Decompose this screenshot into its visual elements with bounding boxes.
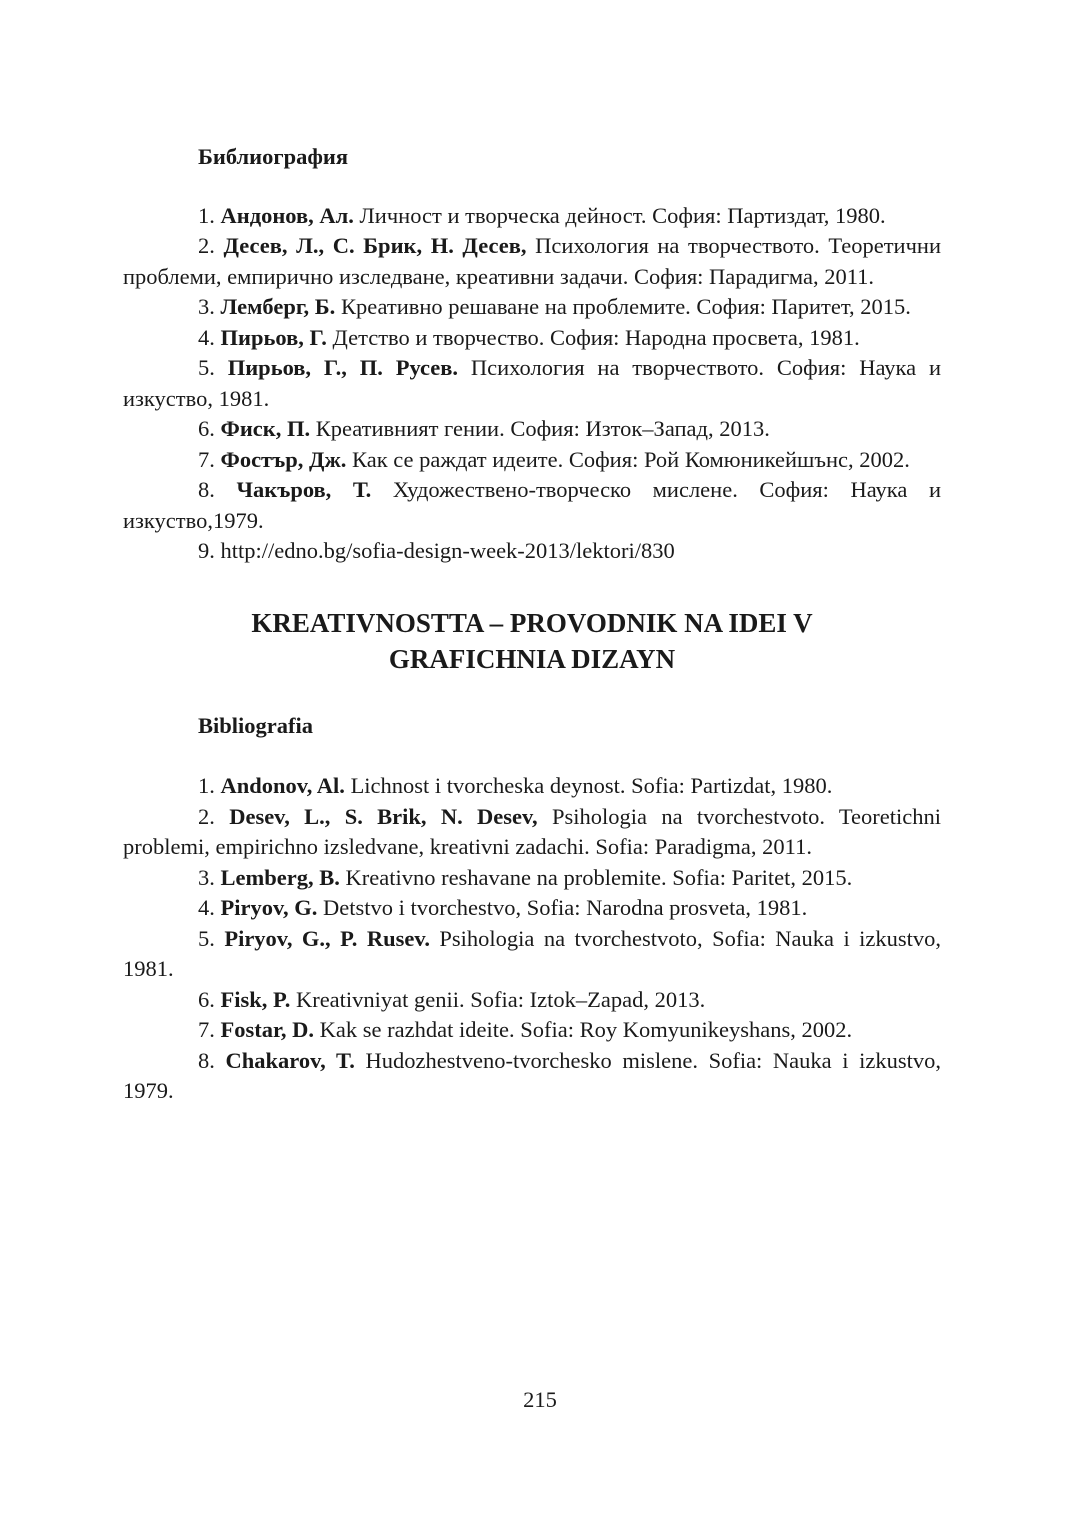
bibliography-list-bg [123,201,941,567]
entry-author: Десев, Л., С. Брик, Н. Десев, [223,233,527,258]
entry-text: Psihologia na tvorchestvoto. Teoretichni problemi, empirichno izsledvane, kreativni zadachi. Sofia: Paradigma, 2011. [123,803,942,859]
entry-number: 4. [198,324,215,350]
bibliography-entry [123,924,941,985]
entry-author: Пирьов, Г. [220,324,327,350]
entry-text: Hudozhestveno-tvorchesko mislene. Sofia: Nauka i izkustvo, 1979. [123,1047,942,1103]
bibliography-entry [123,201,941,232]
entry-text: Личност и творческа дейност. София: Партиздат, 1980. [353,202,886,228]
entry-number: 3. [198,294,215,319]
bibliography-entry [123,445,941,476]
entry-author: Фиск, П. [220,416,311,441]
entry-author: Fisk, P. [220,986,291,1012]
page-number: 215 [523,1387,557,1412]
entry-number: 7. [198,1017,215,1042]
bibliography-entry [123,985,941,1016]
entry-text: Psihologia na tvorchestvoto, Sofia: Nauka i izkustvo, 1981. [123,925,942,981]
entry-number: 6. [198,416,215,441]
bibliography-heading-lat: Bibliografia [198,712,314,738]
entry-text: Detstvo i tvorchestvo, Sofia: Narodna prosveta, 1981. [317,895,808,920]
entry-text: Kak se razhdat ideite. Sofia: Roy Komyunikeyshans, 2002. [314,1017,853,1042]
entry-author: Пирьов, Г., П. Русев. [227,355,459,380]
entry-text: Kreativniyat genii. Sofia: Iztok–Zapad, 2013. [290,986,706,1012]
entry-number: 1. [198,773,215,798]
bibliography-entry [123,292,941,323]
entry-number: 3. [198,864,215,890]
entry-number: 8. [198,477,215,502]
entry-number: 4. [198,895,215,920]
entry-author: Андонов, Ал. [220,202,354,228]
entry-text: Kreativno reshavane na problemite. Sofia: Paritet, 2015. [339,864,853,890]
entry-author: Chakarov, T. [225,1047,355,1073]
entry-text: Психология на творчеството. Теоретични проблеми, емпирично изследване, креативни задачи. София: Парадигма, 2011. [123,233,941,289]
entry-number: 6. [198,986,215,1012]
entry-author: Piryov, G., P. Rusev. [224,925,430,951]
entry-author: Fostar, D. [220,1017,315,1042]
entry-author: Andonov, Al. [220,773,345,798]
entry-author: Lemberg, B. [220,864,340,890]
entry-number: 5. [198,925,215,951]
bibliography-entry [123,802,941,863]
bibliography-entry-url [123,536,941,567]
article-title-line1: KREATIVNOSTTA – PROVODNIK NA IDEI V [251,607,813,638]
entry-text: Lichnost i tvorcheska deynost. Sofia: Partizdat, 1980. [344,773,833,798]
entry-number: 9. [198,538,215,563]
entry-number: 2. [198,233,215,258]
entry-number: 1. [198,202,215,228]
bibliography-entry [123,863,941,894]
entry-text: Психология на творчеството. София: Наука и изкуство, 1981. [123,355,941,411]
bibliography-entry [123,893,941,924]
entry-text: Креативно решаване на проблемите. София: Паритет, 2015. [335,294,911,319]
bibliography-list-lat [123,771,941,1107]
bibliography-entry [123,323,941,354]
entry-number: 5. [198,355,215,380]
entry-text: Художествено-творческо мислене. София: Наука и изкуство,1979. [123,477,942,533]
entry-author: Desev, L., S. Brik, N. Desev, [229,803,538,829]
entry-author: Чакъров, Т. [236,477,372,502]
entry-number: 8. [198,1047,215,1073]
bibliography-entry [123,771,941,802]
entry-number: 2. [198,803,215,829]
entry-author: Piryov, G. [220,895,318,920]
entry-author: Лемберг, Б. [220,294,336,319]
bibliography-entry [123,1046,941,1107]
bibliography-entry [123,414,941,445]
document-page [123,140,941,1107]
article-title-line2: GRAFICHNIA DIZAYN [388,643,676,674]
bibliography-entry [123,231,941,292]
entry-url: http://edno.bg/sofia-design-week-2013/lektori/830 [214,538,675,563]
bibliography-entry [123,475,941,536]
entry-number: 7. [198,446,215,472]
bibliography-entry [123,1015,941,1046]
entry-text: Как се раждат идеите. София: Рой Комюникейшънс, 2002. [346,446,910,472]
entry-text: Креативният гении. София: Изток–Запад, 2013. [310,416,770,441]
bibliography-entry [123,353,941,414]
entry-text: Детство и творчество. София: Народна просвета, 1981. [326,324,860,350]
bibliography-heading-bg: Библиография [198,144,349,169]
entry-author: Фостър, Дж. [220,446,347,472]
article-title [123,605,941,677]
